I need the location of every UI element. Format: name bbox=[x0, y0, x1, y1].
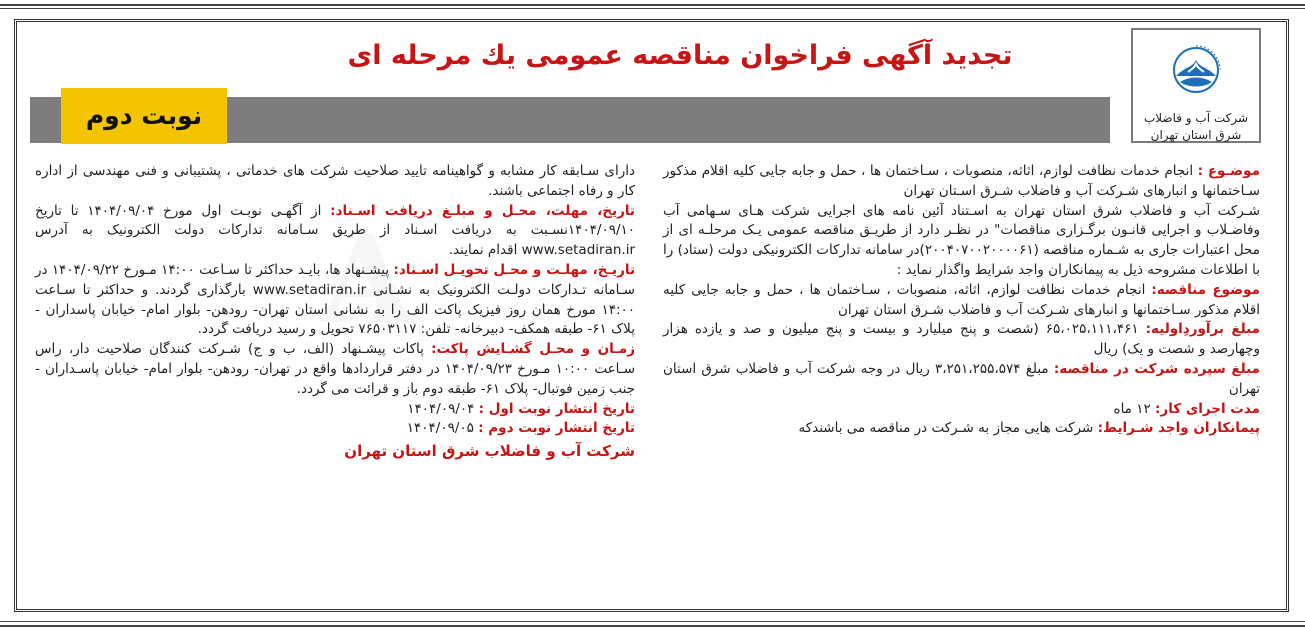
paragraph-opening: زمـان و محـل گشـایش پاکت: پاکات پیشـنهاد (الف، ب و ج) شـرکت کنندگان صلاحیت دار، راس سـاعت ۱۰:۰۰ مـورخ ۱۴۰۴/۰۹/۲۳ در دفتر قراردادها واقع در تهران- رودهن- بلوار امام- خیابان پاسـداران - جنب زمین فوتبال- پلاک ۶۱- طبقه دوم باز و قرائت می گردد. bbox=[35, 341, 636, 397]
paragraph-first-publication: تاریخ انتشار نوبت اول : ۱۴۰۴/۰۹/۰۴ bbox=[407, 400, 635, 417]
paragraph-intro: شـرکت آب و فاضلاب شرق استان تهران به اسـتناد آئین نامه های اجرایی شرکت هـای سـهامی آب وفاضـلاب و اجرایی قانـون برگـزاری مناقصات" در نظـر دارد از طریـق مناقصه عمومی یـک مرحلـه ای از محل اعتبارات جاری به شـماره مناقصه (۲۰۰۴۰۷۰۰۲۰۰۰۰۶۱)در سامانه تدارکات الکترونیکی دولت (ستاد) را با اطلاعات مشروحه ذیل به پیمانکاران واجد شرایط واگذار نماید : bbox=[663, 202, 1260, 278]
paragraph-tender-subject: موضوع مناقصه: انجام خدمات نظافت لوازم، اثاثه، منصوبات ، سـاختمان ها ، حمل و جابه جایی کلیه اقلام مذکور سـاختمانها و انبارهای شـرکت آب و فاضلاب شـرق استان تهران bbox=[663, 281, 1260, 318]
paragraph-document-receipt: تاریخ، مهلت، محـل و مبلـغ دریافت اسـناد: از آگهـی نوبـت اول مورخ ۱۴۰۴/۰۹/۰۴ تا تاریخ ۱۴۰۴/۰۹/۱۰نسـبت به دریافت اسـناد از طریق سـامانه تدارکات دولت الکترونیک به آدرس www.setadiran.ir اقدام نمایند. bbox=[35, 202, 635, 259]
paragraph-document-delivery: تاریـخ، مهلـت و محـل تحویـل اسـناد: پیشـنهاد ها، بایـد حداکثر تا سـاعت ۱۴:۰۰ مـورخ ۱۴۰۴/۰۹/۲۲ در سـامانه تـدارکات دولـت الکترونیک به نشـانی www.setadiran.ir بارگذاری گردند. و حداکثر تا سـاعت ۱۴:۰۰ مورخ همان روز فیزیک پاکت الف را به نشانی استان تهران- رودهن- بلوار امام- خیابان پاسداران - پلاک ۶۱- طبقه همکف- دبیرخانه- تلفن: ۷۶۵۰۳۱۱۷ تحویل و رسید دریافت گردد. bbox=[35, 261, 636, 338]
paragraph-subject: موضـوع : انجام خدمات نظافت لوازم، اثاثه، منصوبات ، سـاختمان ها ، حمل و جابه جایی کلیه اقلام مذکور سـاختمانها و انبارهای شـرکت آب و فاضلاب شـرق اسـتان تهران bbox=[663, 163, 1260, 199]
page-title: تجدید آگهی فراخوان مناقصه عمومی یك مرحله ای bbox=[347, 40, 1013, 71]
paragraph-eligible: پیمانکاران واجد شـرایط: شرکت هایی مجاز به شـرکت در مناقصه می باشندکه bbox=[798, 420, 1260, 437]
paragraph-estimate: مبلغ برآوردِاولیه: ۶۵،۰۲۵،۱۱۱،۴۶۱ (شصت و پنج میلیارد و بیست و پنج میلیون و صد و یازده هزار وچهارصد و شصت و یک) ریال bbox=[663, 321, 1261, 358]
signature: شرکت آب و فاضلاب شرق استان تهران bbox=[344, 442, 635, 461]
paragraph-eligibility-continued: دارای سـابقه کار مشابه و گواهینامه تایید صلاحیت شرکت های خدماتی ، پشتیبانی و فنی مهندسی از اداره کار و رفاه اجتماعی باشند. bbox=[35, 163, 635, 199]
top-border-line bbox=[0, 4, 1305, 6]
bottom-border-line bbox=[0, 625, 1305, 627]
left-column bbox=[35, 162, 635, 462]
top-border-line-inner bbox=[0, 8, 1305, 9]
bottom-border-line-inner bbox=[0, 621, 1305, 622]
company-logo-text: شرکت آب و فاضلاب شرق استان تهران bbox=[1143, 111, 1249, 142]
paragraph-second-publication: تاریخ انتشار نوبت دوم : ۱۴۰۴/۰۹/۰۵ bbox=[406, 420, 635, 437]
paragraph-deposit: مبلغ سپرده شرکت در مناقصه: مبلغ ۳،۲۵۱،۲۵۵،۵۷۴ ریال در وجه شرکت آب و فاضلاب شرق استان تهران bbox=[663, 360, 1260, 397]
paragraph-duration: مدت اجرای کار: ۱۲ ماه bbox=[1113, 400, 1260, 417]
water-drop-logo-icon bbox=[1164, 38, 1228, 102]
right-column bbox=[663, 162, 1260, 439]
round-badge: نوبت دوم bbox=[61, 88, 227, 144]
